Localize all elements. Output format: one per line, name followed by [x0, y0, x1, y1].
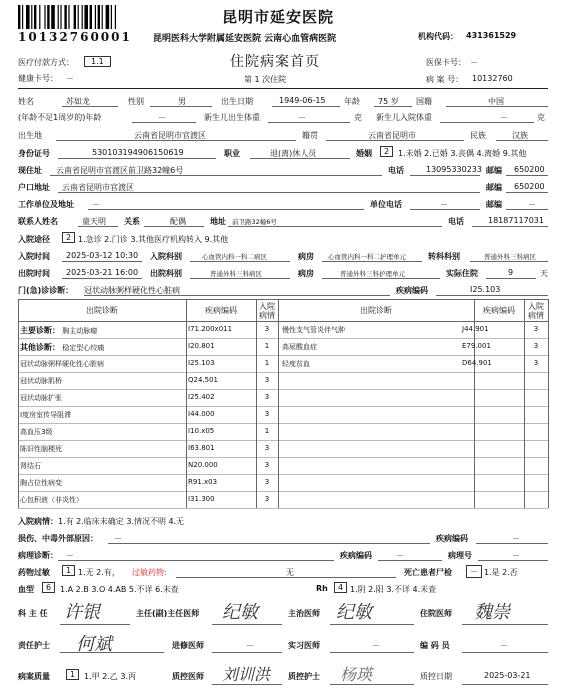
route-code: 2: [62, 232, 78, 243]
blood-code: 6: [42, 582, 58, 593]
coder-value: －: [500, 641, 508, 650]
diagnosis-right-name: 轻度贫血: [282, 360, 310, 368]
job-label: 职业: [224, 149, 240, 158]
nurse-signature: 何斌: [76, 634, 112, 655]
transfer-label: 转科科别: [428, 252, 460, 261]
allergy-code: 1: [62, 565, 78, 576]
health-card-label: 健康卡号：: [18, 74, 58, 83]
nationality-label: 国籍: [416, 97, 432, 106]
diagnosis-left-name: 冠状动脉粥样硬化性心脏病: [20, 360, 104, 368]
qc-doc-signature: 刘训洪: [222, 665, 271, 684]
allergy-value: 无: [286, 568, 294, 577]
autopsy-label: 死亡患者尸检: [404, 568, 452, 577]
infant-age: －: [158, 113, 166, 122]
path-code: －: [396, 551, 404, 560]
diagnosis-left-name: 胸占位性病变: [20, 479, 62, 487]
table-row-border: [18, 423, 548, 424]
autopsy-box: －: [466, 565, 482, 578]
out-dept-label: 出院科别: [150, 269, 182, 278]
autopsy-options: 1.是 2.否: [484, 568, 518, 577]
diagnosis-right-code: J44.901: [462, 325, 489, 333]
unit-g-1: 克: [354, 113, 362, 122]
diagnosis-left-code: I71.200x011: [188, 325, 233, 333]
contact-phone-label: 电话: [448, 217, 464, 226]
allergy-options: 1.无 2.有，: [78, 568, 120, 577]
relation: 配偶: [170, 217, 186, 226]
job: 退(离)休人员: [270, 149, 317, 158]
marital-code: 2: [380, 146, 396, 157]
table-row-border: [18, 491, 548, 492]
table-col-border: [278, 299, 279, 508]
hukou-postcode: 650200: [514, 182, 545, 191]
payment-value: 1.1: [84, 56, 111, 67]
table-header-cell: 入院 病情: [528, 302, 544, 320]
route-options: 1.急诊 2.门诊 3.其他医疗机构转入 9.其他: [78, 235, 229, 244]
diagnosis-left-condition: 3: [264, 393, 270, 401]
diagnosis-right-condition: 3: [533, 325, 539, 333]
diagnosis-left-condition: 3: [264, 376, 270, 384]
unit-g-2: 克: [537, 113, 545, 122]
diagnosis-left-condition: 3: [264, 478, 270, 486]
outpatient-code-label: 疾病编码: [396, 286, 428, 295]
table-row-border: [18, 406, 548, 407]
hukou-label: 户口地址: [18, 183, 50, 192]
in-dept: 心血管内科一科二病区: [202, 253, 267, 261]
resident-signature: 魏崇: [474, 602, 510, 623]
diagnosis-left-name: 高血压3级: [20, 428, 53, 436]
health-card-value: －: [66, 74, 74, 83]
phone: 13095330233: [426, 165, 482, 174]
assoc-label: 主任(副)主任医师: [136, 609, 200, 618]
quality-options: 1.甲 2.乙 3.丙: [84, 672, 136, 681]
attend-signature: 纪敏: [336, 602, 372, 623]
diagnosis-right-condition: 3: [533, 359, 539, 367]
days: 9: [508, 268, 514, 277]
dob: 1949-06-15: [279, 96, 326, 105]
diagnosis-left-condition: 3: [264, 410, 270, 418]
table-header-border: [18, 321, 548, 322]
table-header-cell: 出院诊断: [360, 306, 392, 315]
qc-nurse-label: 质控护士: [288, 672, 320, 681]
out-ward: 普通外科三科护理单元: [340, 270, 405, 278]
birthplace-label: 出生地: [18, 131, 42, 140]
patient-name: 苏如龙: [66, 97, 90, 106]
table-row-border: [18, 372, 548, 373]
record-no: 10132760: [472, 74, 513, 83]
adv-label: 进修医师: [172, 641, 204, 650]
table-row-border: [18, 474, 548, 475]
qc-doc-label: 质控医师: [172, 672, 204, 681]
allergy-drug-label: 过敏药物:: [132, 568, 167, 577]
diagnosis-right-condition: 3: [533, 342, 539, 350]
table-col-border: [548, 299, 549, 508]
native: 云南省昆明市: [368, 131, 416, 140]
intern-value: －: [372, 641, 380, 650]
out-dept: 普通外科三科病区: [210, 270, 262, 278]
record-no-label: 病 案 号：: [426, 75, 464, 84]
hukou: 云南省昆明市官渡区: [62, 183, 134, 192]
condition-legend: 入院病情：1.有 2.临床未确定 3.情况不明 4.无: [18, 517, 185, 526]
outpatient-dx-label: 门(急)诊诊断：: [18, 286, 74, 295]
dob-label: 出生日期: [221, 97, 253, 106]
diagnosis-right-code: D64.901: [462, 359, 492, 367]
diagnosis-left-condition: 1: [264, 342, 270, 350]
newborn-adm-weight-label: 新生儿入院体重: [376, 113, 432, 122]
id-number: 530103194906150619: [92, 148, 184, 157]
diagnosis-left-condition: 3: [264, 495, 270, 503]
table-col-border: [18, 299, 19, 508]
newborn-weight: －: [298, 113, 306, 122]
in-ward-label: 病房: [298, 252, 314, 261]
adv-value: －: [246, 641, 254, 650]
table-header-cell: 出院诊断: [86, 306, 118, 315]
out-ward-label: 病房: [298, 269, 314, 278]
address: 云南省昆明市官渡区前卫路32幢6号: [56, 166, 184, 175]
outpatient-code: I25.103: [470, 285, 501, 294]
days-unit: 天: [540, 269, 548, 278]
table-row-border: [18, 355, 548, 356]
diagnosis-left-condition: 3: [264, 461, 270, 469]
chief-label: 科 主 任: [18, 609, 48, 618]
path-no-label: 病理号: [448, 551, 472, 560]
diagnosis-left-name: 心包积液（非炎性）: [20, 496, 83, 504]
out-time-label: 出院时间: [18, 269, 50, 278]
contact: 童天明: [82, 217, 106, 226]
diagnosis-right-name: 慢性支气管炎伴气肿: [282, 326, 345, 334]
path-no: －: [512, 551, 520, 560]
diagnosis-left-code: I25.103: [188, 359, 215, 367]
org-code-label: 机构代码：: [418, 32, 458, 41]
insurance-label: 医保卡号：: [426, 58, 466, 67]
out-time: 2025-03-21 16:00: [66, 268, 139, 277]
allergy-label: 药物过敏: [18, 568, 50, 577]
payment-label: 医疗付款方式：: [18, 58, 74, 67]
quality-label: 病案质量: [18, 672, 50, 681]
diagnosis-left-name: 冠状动脉肌桥: [20, 377, 62, 385]
coder-label: 编 码 员: [420, 641, 450, 650]
work-phone: －: [440, 200, 448, 209]
address-label: 现住址: [18, 166, 42, 175]
diagnosis-left-code: I25.402: [188, 393, 215, 401]
infant-age-label: (年龄不足1周岁的)年龄: [18, 113, 102, 122]
marital-label: 婚姻: [356, 149, 372, 158]
name-label: 姓名: [18, 97, 34, 106]
postcode: 650200: [514, 165, 545, 174]
page-title: 住院病案首页: [230, 54, 320, 70]
sex-label: 性别: [128, 97, 144, 106]
diagnosis-left-name: Ⅰ度房室传导阻滞: [20, 411, 72, 419]
outpatient-dx: 冠状动脉粥样硬化性心脏病: [84, 286, 180, 295]
table-row-border: [18, 440, 548, 441]
chief-signature: 许银: [64, 602, 100, 623]
barcode-number: 10132760001: [18, 30, 132, 44]
qc-nurse-signature: 杨瑛: [340, 665, 373, 684]
in-time: 2025-03-12 10:30: [66, 251, 139, 260]
insurance-value: －: [470, 58, 478, 67]
blood-label: 血型: [18, 585, 34, 594]
attend-label: 主治医师: [288, 609, 320, 618]
newborn-weight-label: 新生儿出生体重: [204, 113, 260, 122]
pathology-label: 病理诊断：: [18, 551, 58, 560]
contact-phone: 18187117031: [488, 216, 544, 225]
in-time-label: 入院时间: [18, 252, 50, 261]
work-label: 工作单位及地址: [18, 200, 74, 209]
barcode: [18, 5, 138, 31]
table-top-border: [18, 299, 548, 300]
diagnosis-left-code: R91.x03: [188, 478, 218, 486]
hospital-name: 昆明市延安医院: [222, 8, 335, 26]
in-dept-label: 入院科别: [150, 252, 182, 261]
diagnosis-left-name: 其他诊断： 稳定型心绞痛: [20, 343, 105, 352]
resident-label: 住院医师: [420, 609, 452, 618]
diagnosis-left-condition: 1: [264, 427, 270, 435]
blood-options: 1.A 2.B 3.O 4.AB 5.不详 6.未查: [60, 585, 179, 594]
diagnosis-left-code: N20.000: [188, 461, 218, 469]
affiliations: 昆明医科大学附属延安医院 云南心血管病医院: [153, 34, 337, 44]
diagnosis-left-code: Q24.501: [188, 376, 219, 384]
ethnic: 汉族: [512, 131, 528, 140]
work-postcode: －: [528, 200, 536, 209]
diagnosis-left-name: 主要诊断： 胸主动脉瘤: [20, 326, 98, 335]
phone-label: 电话: [388, 166, 404, 175]
nurse-label: 责任护士: [18, 641, 50, 650]
hukou-postcode-label: 邮编: [486, 183, 502, 192]
table-row-border: [18, 389, 548, 390]
age: 75 岁: [378, 97, 399, 106]
intern-label: 实习医师: [288, 641, 320, 650]
table-row-border: [18, 457, 548, 458]
assoc-signature: 纪敏: [222, 602, 258, 623]
transfer: 普通外科三科病区: [484, 253, 536, 261]
path-code-label: 疾病编码: [340, 551, 372, 560]
table-row-border: [18, 508, 548, 509]
org-code: 431361529: [466, 31, 517, 40]
contact-label: 联系人姓名: [18, 217, 58, 226]
injury-label: 损伤、中毒外部原因：: [18, 534, 98, 543]
table-header-cell: 疾病编码: [483, 306, 515, 315]
work: －: [92, 200, 100, 209]
route-label: 入院途径: [18, 235, 50, 244]
qc-date-label: 质控日期: [420, 672, 452, 681]
diagnosis-right-code: E79.001: [462, 342, 491, 350]
injury-code: －: [512, 534, 520, 543]
in-ward: 心血管内科一科二护理单元: [328, 253, 406, 261]
rh-label: Rh: [316, 584, 328, 593]
diagnosis-left-code: I10.x05: [188, 427, 215, 435]
days-label: 实际住院: [446, 269, 478, 278]
work-phone-label: 单位电话: [370, 200, 402, 209]
table-header-cell: 入院 病情: [259, 302, 275, 320]
diagnosis-left-condition: 3: [264, 325, 270, 333]
admission-times: 第 1 次住院: [244, 75, 287, 84]
marital-options: 1.未婚 2.已婚 3.丧偶 4.离婚 9.其他: [398, 149, 527, 158]
work-postcode-label: 邮编: [486, 200, 502, 209]
diagnosis-left-code: I63.801: [188, 444, 215, 452]
newborn-adm-weight: －: [500, 113, 508, 122]
id-label: 身份证号: [18, 149, 50, 158]
age-label: 年龄: [344, 97, 360, 106]
injury-code-label: 疾病编码: [436, 534, 468, 543]
injury: －: [114, 534, 122, 543]
table-col-border: [186, 299, 187, 508]
rh-options: 1.阴 2.阳 3.不详 4.未查: [350, 585, 437, 594]
diagnosis-left-condition: 1: [264, 359, 270, 367]
nationality: 中国: [488, 97, 504, 106]
relation-label: 关系: [124, 217, 140, 226]
diagnosis-left-code: I20.801: [188, 342, 215, 350]
sex: 男: [178, 97, 186, 106]
diagnosis-left-code: I44.000: [188, 410, 215, 418]
table-row-border: [18, 338, 548, 339]
rh-code: 4: [334, 582, 350, 593]
postcode-label: 邮编: [486, 166, 502, 175]
diagnosis-left-name: 肾结石: [20, 462, 41, 470]
diagnosis-left-condition: 3: [264, 444, 270, 452]
diagnosis-left-code: I31.300: [188, 495, 215, 503]
contact-addr: 前卫路32幢6号: [232, 218, 277, 226]
diagnosis-right-name: 高尿酸血症: [282, 343, 317, 351]
ethnic-label: 民族: [470, 131, 486, 140]
diagnosis-left-name: 陈旧性脑梗死: [20, 445, 62, 453]
diagnosis-left-name: 冠状动脉扩张: [20, 394, 62, 402]
qc-date: 2025-03-21: [484, 671, 531, 680]
pathology: －: [66, 551, 74, 560]
table-header-cell: 疾病编码: [205, 306, 237, 315]
native-label: 籍贯: [302, 131, 318, 140]
quality-code: 1: [66, 669, 82, 680]
birthplace: 云南省昆明市官渡区: [134, 131, 206, 140]
contact-addr-label: 地址: [210, 217, 226, 226]
